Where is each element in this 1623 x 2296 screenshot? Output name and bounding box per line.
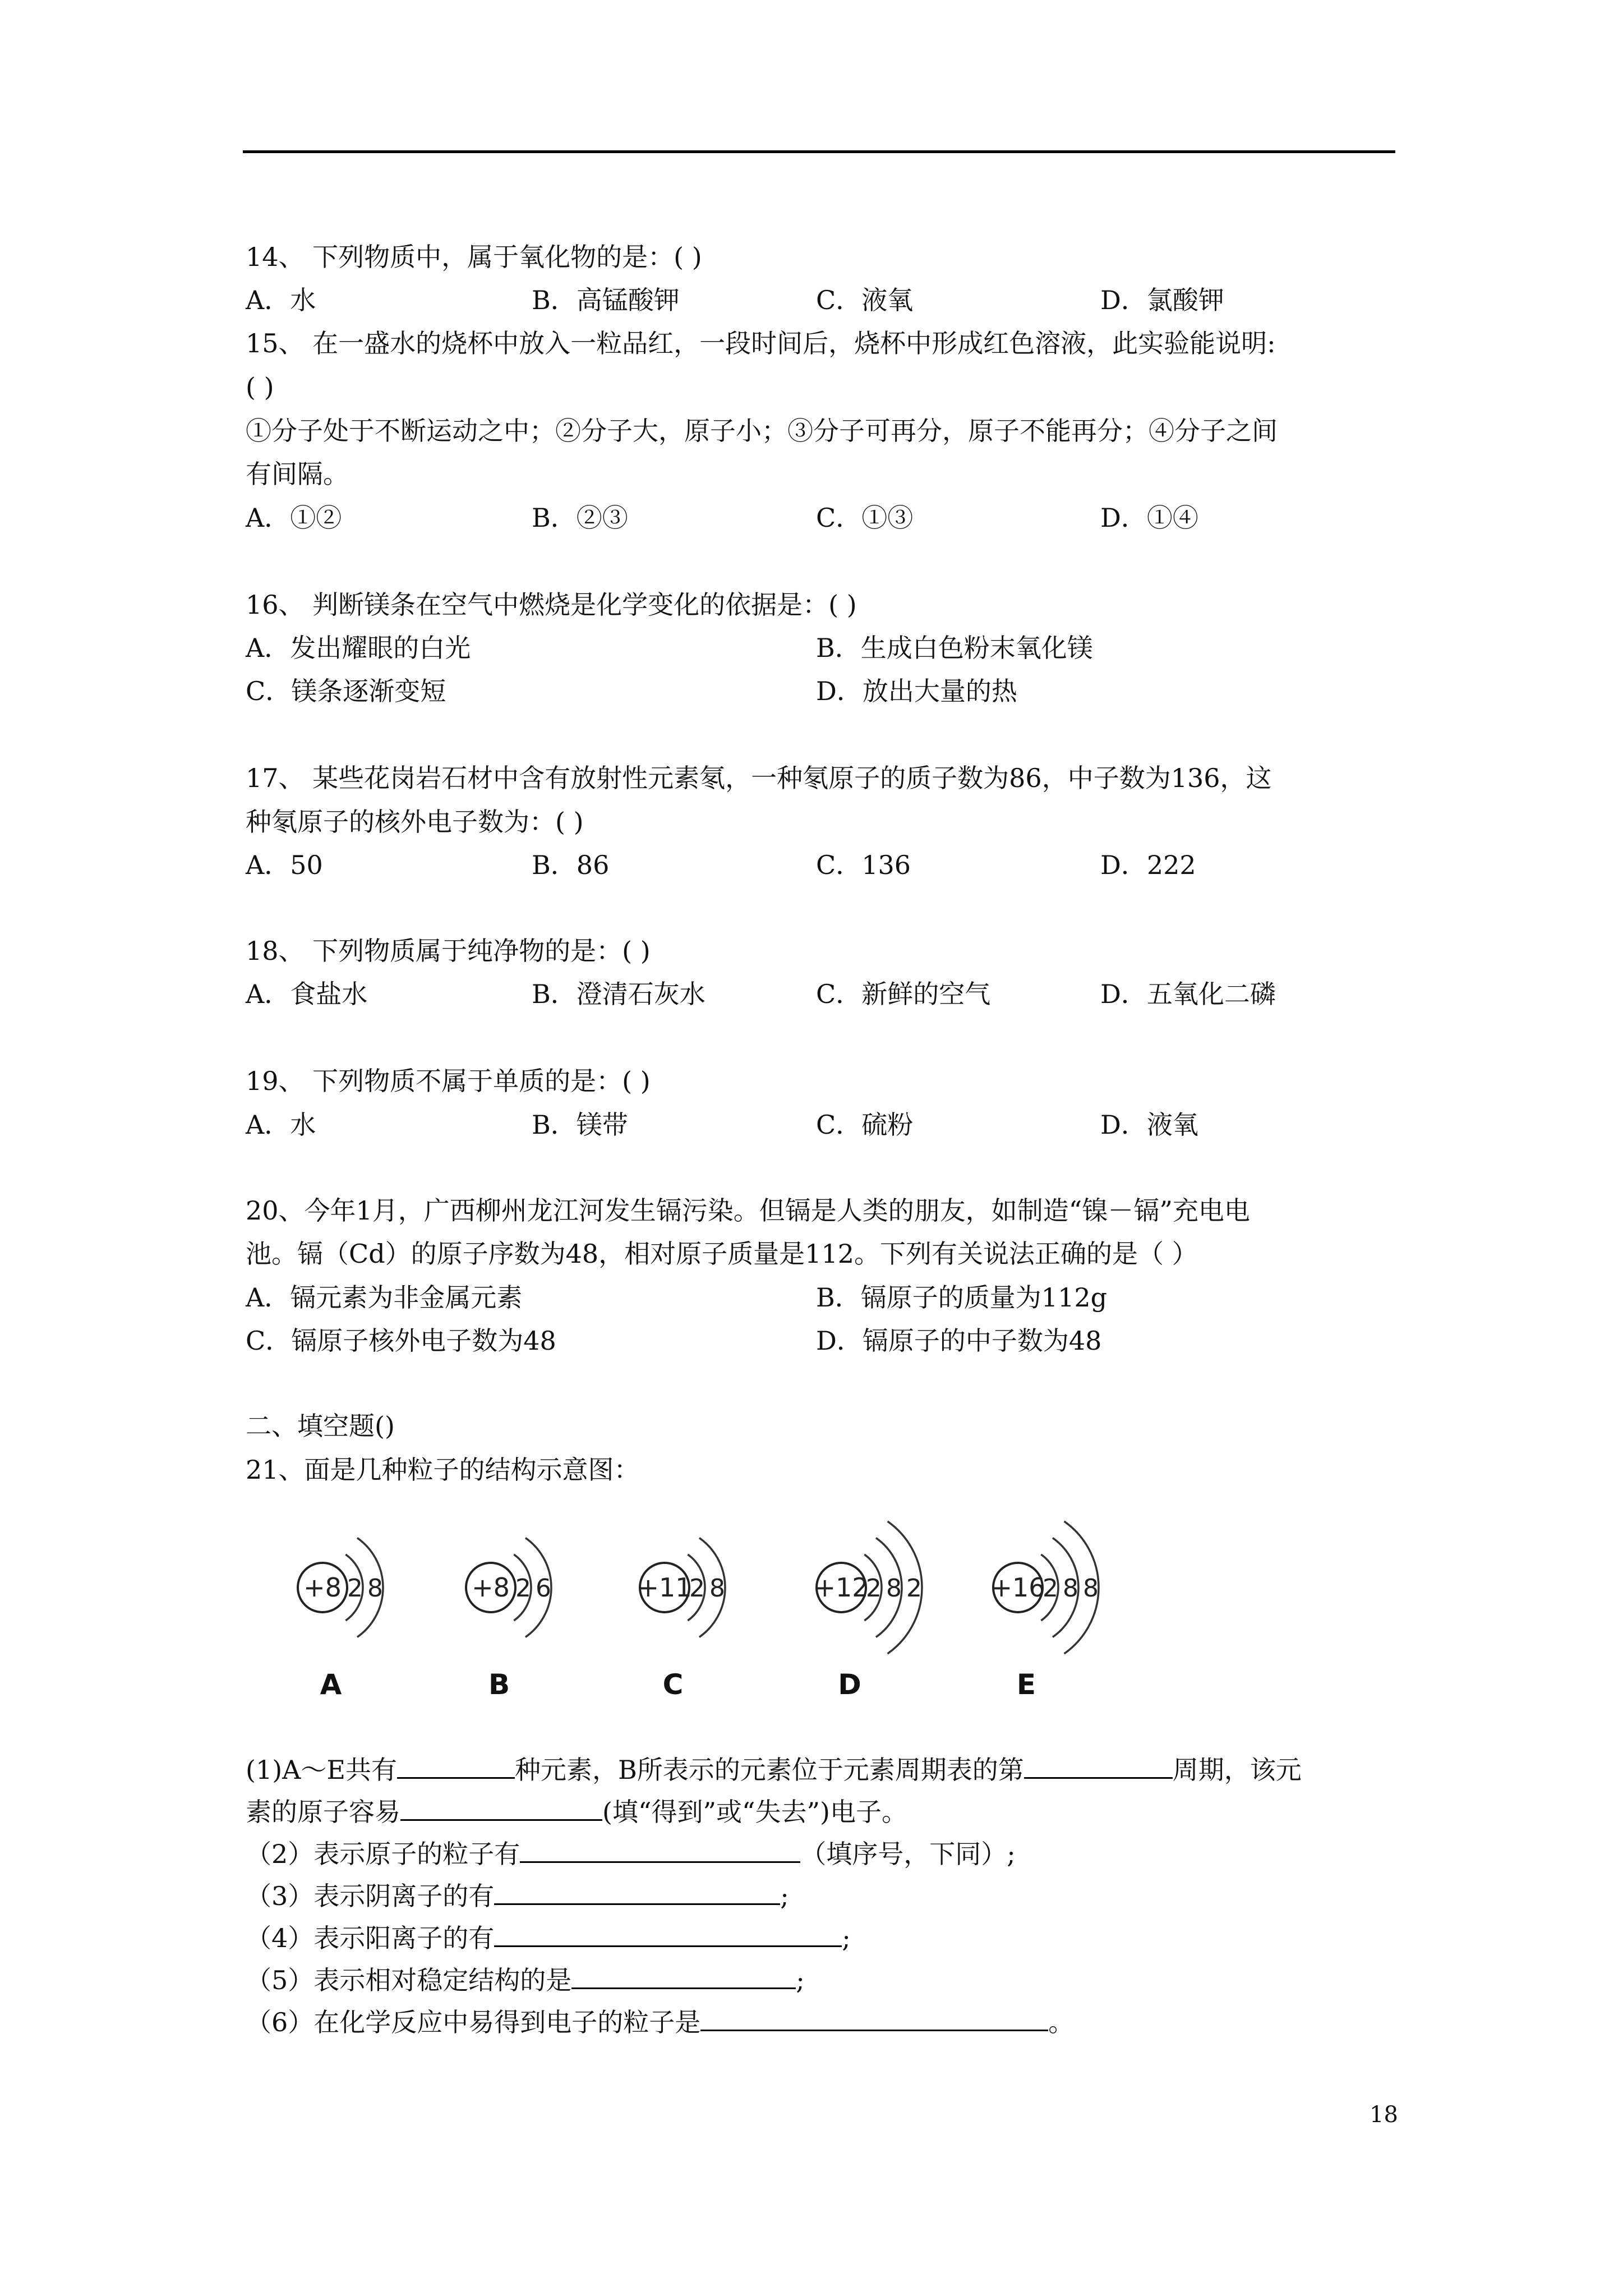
- nucleus-charge: +8: [303, 1572, 342, 1603]
- q19-option-a: A．水: [246, 1110, 316, 1140]
- atom-d: [814, 1521, 922, 1700]
- q17-option-d: D．222: [1100, 850, 1196, 880]
- q16-option-a: A．发出耀眼的白光: [246, 633, 471, 663]
- q21-p2-text-b: （填序号，下同）;: [800, 1839, 1016, 1869]
- q15-stem-line1: 15、 在一盛水的烧杯中放入一粒品红，一段时间后，烧杯中形成红色溶液，此实验能说明:: [246, 328, 1276, 358]
- q21-p3-semicolon: ;: [780, 1881, 789, 1911]
- header-rule: [243, 150, 1395, 153]
- atom-label: E: [1016, 1668, 1036, 1700]
- q18-stem: 18、 下列物质属于纯净物的是：( ): [246, 936, 651, 966]
- q21-part2: [246, 1833, 1016, 1871]
- q19-stem: 19、 下列物质不属于单质的是：( ): [246, 1066, 651, 1096]
- q20-option-c: C．镉原子核外电子数为48: [246, 1326, 556, 1356]
- q18-option-d: D．五氧化二磷: [1100, 979, 1276, 1009]
- answer-blank-anions[interactable]: [494, 1875, 780, 1905]
- q21-p1-text-d: 素的原子容易: [246, 1797, 400, 1827]
- q18-option-a: A．食盐水: [246, 979, 368, 1009]
- shell-electron-count: 2: [906, 1574, 922, 1603]
- answer-blank-cations[interactable]: [494, 1917, 842, 1947]
- shell-electron-count: 2: [689, 1574, 705, 1603]
- q21-p6-period: 。: [1048, 2007, 1075, 2037]
- q17-stem-line2: 种氡原子的核外电子数为：( ): [246, 807, 584, 837]
- q20-option-d: D．镉原子的中子数为48: [816, 1326, 1102, 1356]
- shell-electron-count: 8: [1083, 1574, 1099, 1603]
- q21-p1-text-e: (填“得到”或“失去”)电子。: [602, 1797, 907, 1827]
- q18-option-c: C．新鲜的空气: [816, 979, 991, 1009]
- shell-electron-count: 6: [536, 1574, 551, 1603]
- q19-option-c: C．硫粉: [816, 1110, 914, 1140]
- q17-option-a: A．50: [246, 850, 323, 880]
- q14-option-a: A．水: [246, 285, 316, 315]
- q17-option-b: B．86: [532, 850, 610, 880]
- q21-p4-text: （4）表示阳离子的有: [246, 1923, 495, 1953]
- nucleus-charge: +8: [472, 1572, 510, 1603]
- q21-p5-text: （5）表示相对稳定结构的是: [246, 1965, 572, 1995]
- q16-option-d: D．放出大量的热: [816, 676, 1017, 706]
- q21-p1-text-c: 周期，该元: [1172, 1755, 1302, 1785]
- answer-blank-element-count[interactable]: [397, 1749, 515, 1779]
- q15-option-c: C．①③: [816, 503, 914, 533]
- shell-electron-count: 2: [1043, 1574, 1058, 1603]
- q20-option-a: A．镉元素为非金属元素: [246, 1282, 523, 1313]
- q21-part1-line2: [246, 1791, 907, 1829]
- q21-part3: [246, 1875, 789, 1913]
- q21-stem: 21、面是几种粒子的结构示意图：: [246, 1455, 640, 1485]
- q14-option-c: C．液氧: [816, 285, 914, 315]
- q16-stem: 16、 判断镁条在空气中燃烧是化学变化的依据是：( ): [246, 590, 857, 620]
- atom-label: D: [838, 1668, 861, 1700]
- shell-electron-count: 2: [347, 1574, 363, 1603]
- q21-p2-text-a: （2）表示原子的粒子有: [246, 1839, 520, 1869]
- q19-option-b: B．镁带: [532, 1110, 628, 1140]
- q15-stem-line4: 有间隔。: [246, 459, 349, 489]
- shell-electron-count: 8: [367, 1574, 383, 1603]
- q15-stem-line3: ①分子处于不断运动之中；②分子大，原子小；③分子可再分，原子不能再分；④分子之间: [246, 416, 1278, 446]
- shell-electron-count: 8: [1063, 1574, 1078, 1603]
- atom-label: B: [488, 1668, 510, 1700]
- atom-label: A: [320, 1668, 342, 1700]
- shell-electron-count: 8: [709, 1574, 725, 1603]
- nucleus-charge: +11: [637, 1572, 692, 1603]
- section-title: 二、填空题(): [246, 1411, 395, 1441]
- q21-part6: [246, 2001, 1074, 2039]
- atom-c: [637, 1538, 725, 1700]
- q16-option-b: B．生成白色粉末氧化镁: [816, 633, 1093, 663]
- answer-blank-stable[interactable]: [571, 1959, 796, 1989]
- answer-blank-gain-electrons[interactable]: [700, 2001, 1048, 2031]
- q14-option-b: B．高锰酸钾: [532, 285, 680, 315]
- q15-option-a: A．①②: [246, 503, 342, 533]
- q15-option-b: B．②③: [532, 503, 628, 533]
- q15-stem-line2: ( ): [246, 372, 274, 402]
- nucleus-charge: +12: [814, 1572, 869, 1603]
- q21-part1-line1: [246, 1749, 1302, 1787]
- q20-option-b: B．镉原子的质量为112g: [816, 1282, 1108, 1313]
- answer-blank-gain-lose[interactable]: [400, 1791, 602, 1821]
- q17-option-c: C．136: [816, 850, 911, 880]
- atom-b: [466, 1538, 551, 1700]
- q21-p1-text-b: 种元素，B所表示的元素位于元素周期表的第: [514, 1755, 1024, 1785]
- q21-p3-text: （3）表示阴离子的有: [246, 1881, 495, 1911]
- nucleus-charge: +16: [990, 1572, 1045, 1603]
- particle-structure-diagram: [280, 1487, 1144, 1700]
- answer-blank-period[interactable]: [1024, 1749, 1173, 1779]
- shell-electron-count: 8: [886, 1574, 902, 1603]
- q17-stem-line1: 17、 某些花岗岩石材中含有放射性元素氡，一种氡原子的质子数为86，中子数为136，这: [246, 763, 1272, 793]
- q16-option-c: C．镁条逐渐变短: [246, 676, 446, 706]
- q19-option-d: D．液氧: [1100, 1110, 1198, 1140]
- atom-label: C: [662, 1668, 684, 1700]
- answer-blank-atoms[interactable]: [520, 1833, 800, 1863]
- q21-p4-semicolon: ;: [842, 1923, 851, 1953]
- shell-electron-count: 2: [866, 1574, 882, 1603]
- q14-stem: 14、 下列物质中，属于氧化物的是：( ): [246, 242, 702, 272]
- q21-p1-text-a: (1)A～E共有: [246, 1755, 397, 1785]
- q21-part5: [246, 1959, 805, 1997]
- q20-stem-line2: 池。镉（Cd）的原子序数为48，相对原子质量是112。下列有关说法正确的是（ ）: [246, 1239, 1198, 1269]
- q18-option-b: B．澄清石灰水: [532, 979, 706, 1009]
- q21-part4: [246, 1917, 851, 1955]
- q21-p5-semicolon: ;: [796, 1965, 805, 1995]
- q21-p6-text: （6）在化学反应中易得到电子的粒子是: [246, 2007, 701, 2037]
- page-number: 18: [1370, 2102, 1398, 2128]
- q20-stem-line1: 20、今年1月，广西柳州龙江河发生镉污染。但镉是人类的朋友，如制造“镍－镉”充电电: [246, 1195, 1250, 1226]
- atom-e: [990, 1521, 1099, 1700]
- shell-electron-count: 2: [515, 1574, 531, 1603]
- q14-option-d: D．氯酸钾: [1100, 285, 1224, 315]
- atom-a: [298, 1538, 383, 1700]
- q15-option-d: D．①④: [1100, 503, 1198, 533]
